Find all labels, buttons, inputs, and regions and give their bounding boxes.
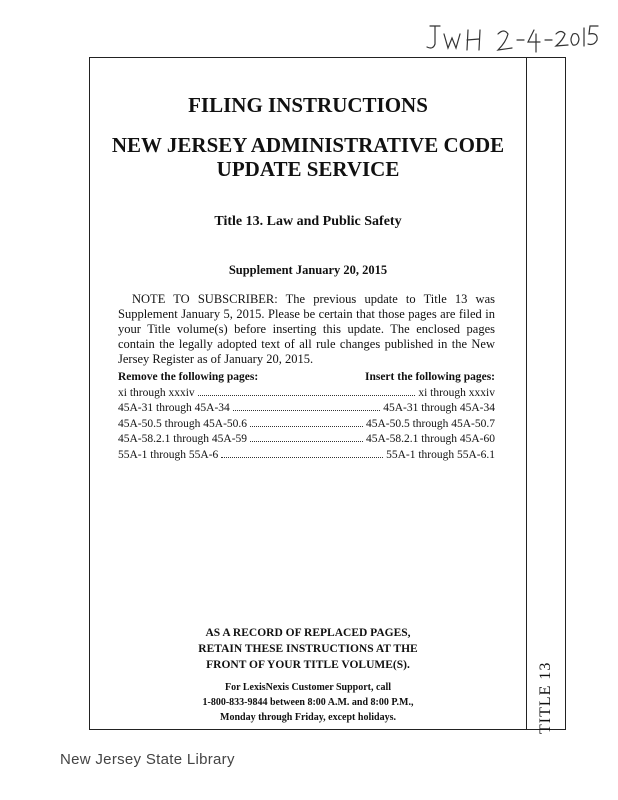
table-row	[118, 400, 495, 416]
handwritten-signature	[418, 20, 603, 60]
remove-header: Remove the following pages:	[118, 371, 259, 383]
remove-cell: 45A-58.2.1 through 45A-59	[118, 433, 248, 445]
record-line: RETAIN THESE INSTRUCTIONS AT THE	[198, 643, 418, 655]
title-heading: Title 13. Law and Public Safety	[214, 214, 402, 229]
filing-instructions-heading: FILING INSTRUCTIONS	[188, 93, 428, 117]
dot-leader	[221, 447, 383, 458]
dot-leader	[250, 416, 363, 427]
note-to-subscriber: NOTE TO SUBSCRIBER: The previous update to Title 13 was Supplement January 5, 2015. Please be certain that those pages are filed in your Title volume(s) before inserting this update. The enclosed pages contain the legally adopted text of all rule changes published in the New Jersey Register as of January 20, 2015.	[118, 292, 495, 366]
spine-title-label: TITLE 13	[537, 661, 554, 735]
insert-cell: 45A-31 through 45A-34	[383, 402, 495, 414]
remove-cell: 45A-31 through 45A-34	[118, 402, 230, 414]
code-title-line1: NEW JERSEY ADMINISTRATIVE CODE	[111, 133, 505, 157]
dot-leader	[233, 400, 380, 411]
document-frame	[89, 57, 566, 735]
code-title-line2: UPDATE SERVICE	[216, 157, 400, 181]
table-row	[118, 447, 495, 463]
support-line: 1-800-833-9844 between 8:00 A.M. and 8:00 P.M.,	[202, 697, 414, 708]
customer-support	[90, 680, 526, 725]
support-line: Monday through Friday, except holidays.	[220, 712, 396, 723]
remove-cell: 55A-1 through 55A-6	[118, 448, 219, 461]
table-row	[118, 431, 495, 447]
insert-cell: 55A-1 through 55A-6.1	[386, 448, 495, 461]
table-row	[118, 416, 495, 432]
support-line: For LexisNexis Customer Support, call	[224, 682, 391, 693]
record-line: AS A RECORD OF REPLACED PAGES,	[205, 627, 411, 639]
insert-cell: xi through xxxiv	[418, 386, 495, 399]
insert-cell: 45A-50.5 through 45A-50.7	[365, 417, 495, 430]
remove-cell: 45A-50.5 through 45A-50.6	[118, 417, 248, 430]
table-row	[118, 385, 495, 401]
record-instructions	[90, 625, 526, 673]
spine-divider	[526, 58, 527, 729]
library-watermark: New Jersey State Library	[60, 751, 235, 768]
supplement-date: Supplement January 20, 2015	[228, 263, 388, 277]
handwritten-annotation	[418, 20, 603, 60]
insert-cell: 45A-58.2.1 through 45A-60	[365, 433, 495, 445]
page-replacement-table	[118, 370, 495, 462]
dot-leader	[198, 385, 416, 396]
insert-header: Insert the following pages:	[364, 371, 495, 383]
remove-cell: xi through xxxiv	[118, 386, 195, 399]
record-line: FRONT OF YOUR TITLE VOLUME(S).	[206, 659, 410, 671]
document-content	[90, 58, 526, 729]
dot-leader	[250, 431, 363, 442]
table-header	[118, 370, 495, 385]
